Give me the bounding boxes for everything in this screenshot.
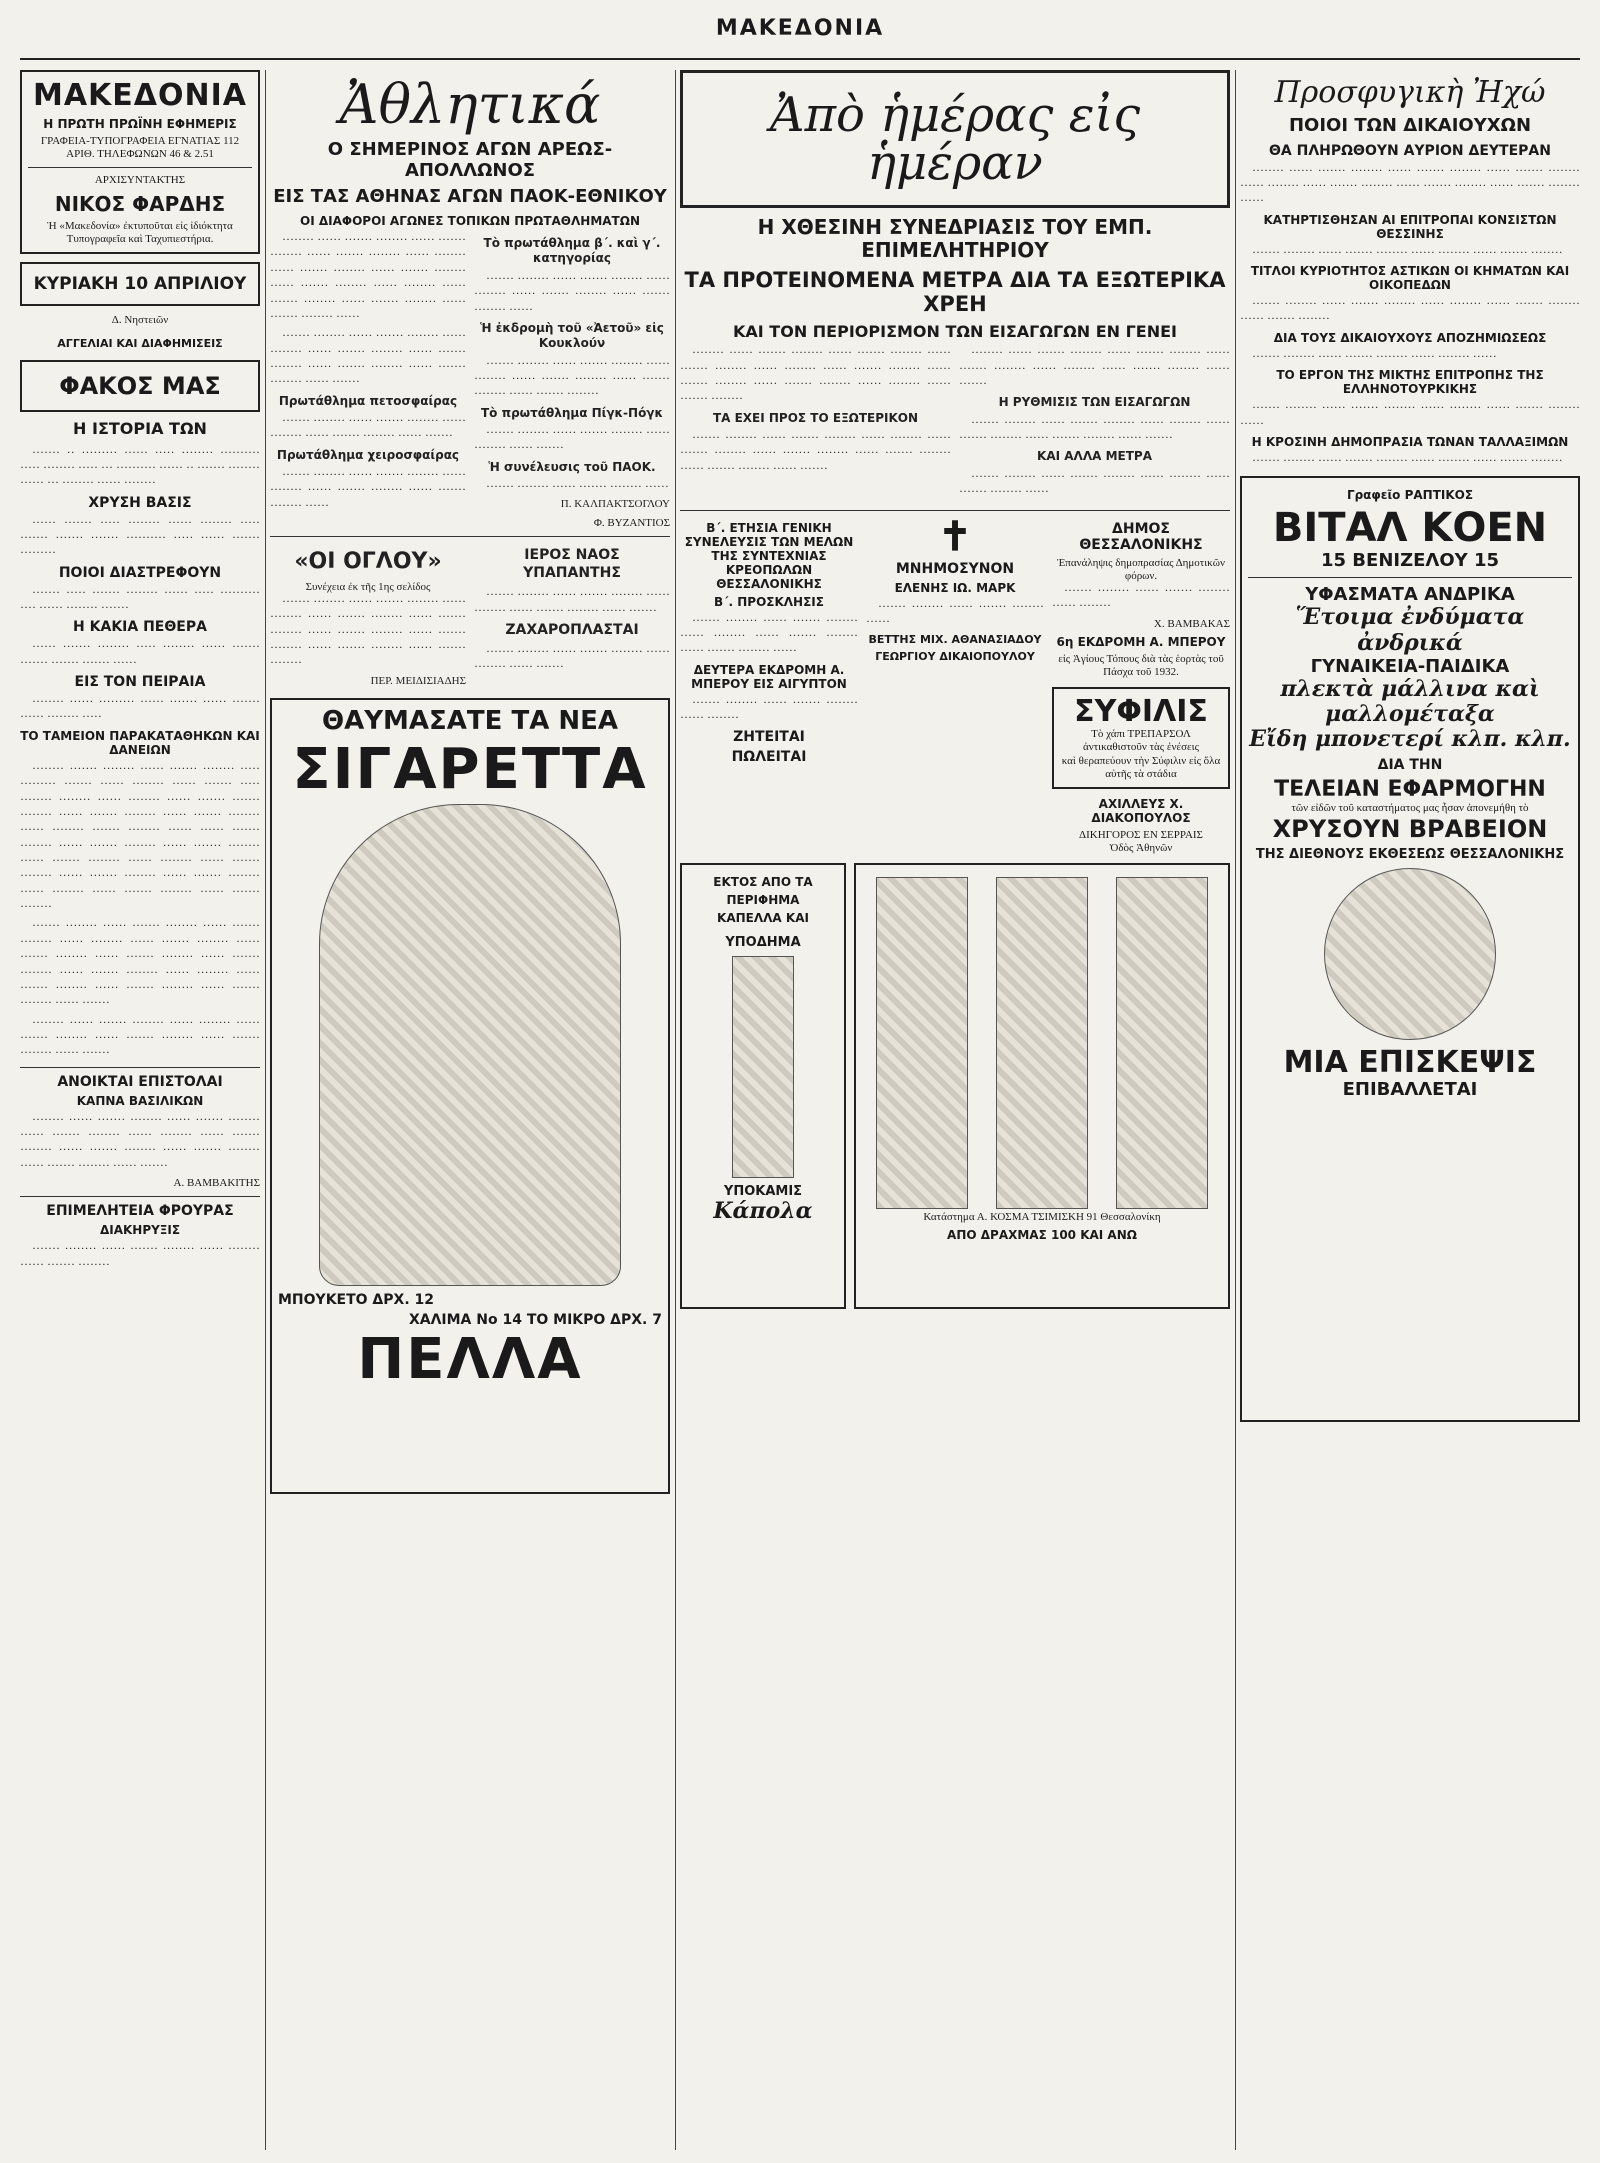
hat-brand: Κάπολα	[713, 1198, 813, 1225]
notices-middle	[866, 513, 1044, 856]
offices-line: ΓΡΑΦΕΙΑ-ΤΥΠΟΓΡΑΦΕΙΑ ΕΓΝΑΤΙΑΣ 112	[40, 135, 240, 147]
phones-line: ΑΡΙΘ. ΤΗΛΕΦΩΝΩΝ 46 & 2.51	[66, 148, 214, 161]
woman-figure-icon	[1116, 877, 1208, 1209]
center-headline-1: Η ΧΘΕΣΙΝΗ ΣΥΝΕΔΡΙΑΣΙΣ ΤΟΥ ΕΜΠ. ΕΠΙΜΕΛΗΤΗΡΙΟΥ	[757, 215, 1153, 262]
day-note: Δ. Νηστειῶν	[111, 313, 169, 326]
refugee-headline-1: ΠΟΙΟΙ ΤΩΝ ΔΙΚΑΙΟΥΧΩΝ	[1288, 115, 1532, 136]
hat-line-1: ΕΚΤΟΣ ΑΠΟ ΤΑ	[713, 875, 813, 890]
syphilis-ad	[1052, 687, 1230, 789]
divider	[1248, 577, 1572, 578]
sports-headline-3: ΟΙ ΔΙΑΦΟΡΟΙ ΑΓΩΝΕΣ ΤΟΠΙΚΩΝ ΠΡΩΤΑΘΛΗΜΑΤΩΝ	[300, 214, 640, 229]
refugee-headline-3: ΚΑΤΗΡΤΙΣΘΗΣΑΝ ΑΙ ΕΠΙΤΡΟΠΑΙ ΚΟΝΣΙΣΤΩΝ ΘΕΣΣΙΝΗΣ	[1263, 212, 1557, 241]
center-column	[680, 70, 1230, 2150]
center-subhead: Η ΡΥΘΜΙΣΙΣ ΤΩΝ ΕΙΣΑΓΩΓΩΝ	[998, 395, 1191, 410]
sports-subhead: Πρωτάθλημα πετοσφαίρας	[278, 393, 458, 408]
page-masthead	[0, 0, 1600, 60]
nameplate: ΜΑΚΕΔΟΝΙΑ	[32, 78, 248, 113]
assembly-title: Β΄. ΕΤΗΣΙΑ ΓΕΝΙΚΗ ΣΥΝΕΛΕΥΣΙΣ ΤΩΝ ΜΕΛΩΝ ΤΗΣ ΣΥΝΤΕΧΝΙΑΣ ΚΡΕΟΠΩΛΩΝ ΘΕΣΣΑΛΟΝΙΚΗΣ	[684, 520, 854, 591]
koen-line-5: Εἴδη μπονετερί κλπ. κλπ.	[1249, 726, 1571, 753]
church-title: ΙΕΡΟΣ ΝΑΟΣ ΥΠΑΠΑΝΤΗΣ	[523, 547, 621, 582]
koen-line-4: πλεκτὰ μάλλινα καὶ μαλλομέταξα	[1280, 675, 1540, 728]
divider	[20, 1067, 260, 1068]
nameplate-subtitle: Η ΠΡΩΤΗ ΠΡΩΪΝΗ ΕΦΗΜΕΡΙΣ	[43, 117, 237, 131]
cigarette-brand: ΠΕΛΛΑ	[357, 1326, 583, 1392]
story-subhead: ΠΟΙΟΙ ΔΙΑΣΤΡΕΦΟΥΝ	[58, 564, 222, 581]
story-body: ······ ······· ····· ········ ······ ········ ····· ······· ······· ······· ·········· ····· ······ ······· ·········	[20, 514, 260, 560]
syphilis-title: ΣΥΦΙΛΙΣ	[1074, 694, 1208, 730]
story-title: Η ΙΣΤΟΡΙΑ ΤΩΝ	[73, 419, 207, 439]
refugee-headline-6: ΤΟ ΕΡΓΟΝ ΤΗΣ ΜΙΚΤΗΣ ΕΠΙΤΡΟΠΗΣ ΤΗΣ ΕΛΛΗΝΟΤΟΥΡΚΙΚΗΣ	[1276, 368, 1544, 397]
letters-body: ········ ······ ······· ········ ······ ······· ········ ······ ······· ········ ······ ········ ······ ······· ········ ······ ······· ········ ······ ······· ········ ······ ······· ········ ······ ·······	[20, 1111, 260, 1172]
syphilis-line-2: ἀντικαθιστοῦν τὰς ἐνέσεις	[1083, 741, 1199, 754]
letters-signature: Α. ΒΑΜΒΑΚΙΤΗΣ	[173, 1177, 260, 1190]
koen-line-8: τῶν εἰδῶν τοῦ καταστήματος μας ἦσαν ἀπονεμήθη τὸ	[1291, 801, 1529, 814]
center-text-left: ········ ······ ······· ········ ······ ······· ········ ······ ······· ········ ······ ········ ······ ······· ········ ······ ······· ········ ······ ······· ········ ······ ········ ······ ······· ········ ΤΑ ΕΧΕΙ ΠΡΟΣ ΤΟ ΕΞΩΤΕΡΙΚΟΝ ······· ········ ······ ······· ········ ······ ········ ······ ······· ········ ······ ······· ········ ······ ······· ········ ······ ······· ········ ······ ·······	[680, 345, 951, 475]
ads-row	[680, 863, 1230, 1309]
doctor-address: Ὁδὸς Ἀθηνῶν	[1109, 842, 1173, 855]
issue-date: ΚΥΡΙΑΚΗ 10 ΑΠΡΙΛΙΟΥ	[33, 273, 247, 294]
center-headline-2: ΤΑ ΠΡΟΤΕΙΝΟΜΕΝΑ ΜΕΤΡΑ ΔΙΑ ΤΑ ΕΞΩΤΕΡΙΚΑ ΧΡΕΗ	[684, 268, 1226, 317]
refugee-headline-2: ΘΑ ΠΛΗΡΩΘΟΥΝ ΑΥΡΙΟΝ ΔΕΥΤΕΡΑΝ	[1269, 142, 1551, 159]
municipality-subtitle: Ἐπανάληψις δημοπρασίας Δημοτικῶν φόρων.	[1057, 556, 1225, 582]
center-subhead: ΚΑΙ ΑΛΛΑ ΜΕΤΡΑ	[1037, 449, 1152, 464]
cigarette-ad	[270, 698, 670, 1494]
date-box	[20, 262, 260, 306]
koen-line-7: ΤΕΛΕΙΑΝ ΕΦΑΡΜΟΓΗΝ	[1274, 776, 1546, 802]
cigarette-product: ΣΙΓΑΡΕΤΤΑ	[292, 736, 648, 802]
center-headline-3: ΚΑΙ ΤΟΝ ΠΕΡΙΟΡΙΣΜΟΝ ΤΩΝ ΕΙΣΑΓΩΓΩΝ ΕΝ ΓΕΝΕΙ	[733, 322, 1177, 342]
church-section: ΙΕΡΟΣ ΝΑΟΣ ΥΠΑΠΑΝΤΗΣ ······· ········ ······ ······· ········ ······ ········ ······ ······· ········ ······ ······· ΖΑΧΑΡΟΠΛΑΣΤΑΙ ······· ········ ······ ······· ········ ······ ········ ······ ·······	[474, 547, 670, 674]
woman-figure-icon	[996, 877, 1088, 1209]
excursion-body: ······· ········ ······ ······· ········ ······ ········	[680, 694, 858, 724]
refugee-headline-7: Η ΚΡΟΣΙΝΗ ΔΗΜΟΠΡΑΣΙΑ ΤΩΝΑΝ ΤΑΛΛΑΞΙΜΩΝ	[1251, 434, 1569, 449]
sports-subhead: Τὸ πρωτάθλημα β΄. καὶ γ΄. κατηγορίας	[483, 236, 661, 266]
divider	[20, 1196, 260, 1197]
center-banner	[680, 70, 1230, 208]
top-rule	[20, 58, 1580, 60]
ads-label: ΑΓΓΕΛΙΑΙ ΚΑΙ ΔΙΑΦΗΜΙΣΕΙΣ	[57, 337, 223, 351]
koen-line-6: ΔΙΑ ΤΗΝ	[1377, 756, 1443, 773]
guard-subtitle: ΔΙΑΚΗΡΥΞΙΣ	[99, 1223, 181, 1238]
story-body: ········ ······ ········· ······ ······· ······ ······· ······ ········ ·····	[20, 694, 260, 724]
sports-signature-2: Φ. ΒΥΖΑΝΤΙΟΣ	[593, 517, 670, 530]
woman-figure-icon	[876, 877, 968, 1209]
fashion-illustrations	[862, 871, 1222, 1211]
masthead-title: ΜΑΚΕΔΟΝΙΑ	[715, 16, 885, 41]
story-subhead: Η ΚΑΚΙΑ ΠΕΘΕΡΑ	[73, 619, 207, 636]
sports-subhead: Ἡ συνέλευσις τοῦ ΠΑΟΚ.	[488, 459, 656, 474]
hat-left-word: ΥΠΟΔΗΜΑ	[725, 935, 801, 951]
assembly-body: ······· ········ ······ ······· ········ ······ ········ ······ ······· ········ ······ ······· ········ ······	[680, 612, 858, 658]
koen-line-10: ΤΗΣ ΔΙΕΘΝΟΥΣ ΕΚΘΕΣΕΩΣ ΘΕΣΣΑΛΟΝΙΚΗΣ	[1255, 846, 1565, 862]
letters-title: ΑΝΟΙΚΤΑΙ ΕΠΙΣΤΟΛΑΙ	[57, 1073, 223, 1090]
refugee-body: ······· ········ ······ ······· ········ ······ ········ ······ ······· ········ ······ ······· ········	[1240, 296, 1580, 326]
notices-left	[680, 517, 858, 856]
refugee-body: ········ ······ ······· ········ ······ ······· ········ ······ ······· ········ ······ ········ ······ ······· ········ ······ ······· ········ ······ ······· ········ ······	[1240, 162, 1580, 208]
refugee-headline-5: ΔΙΑ ΤΟΥΣ ΔΙΚΑΙΟΥΧΟΥΣ ΑΠΟΖΗΜΙΩΣΕΩΣ	[1273, 330, 1547, 345]
divider	[270, 536, 670, 537]
story-body: ······ ······· ········ ····· ········ ······ ······· ······· ······· ······· ······	[20, 639, 260, 669]
cigarette-headline: ΘΑΥΜΑΣΑΤΕ ΤΑ ΝΕΑ	[321, 705, 619, 736]
editor-label: ΑΡΧΙΣΥΝΤΑΚΤΗΣ	[94, 174, 186, 187]
serial-title: «ΟΙ ΟΓΛΟΥ»	[294, 549, 442, 575]
wanted-label: ΖΗΤΕΙΤΑΙ	[733, 729, 805, 746]
koen-ad	[1240, 476, 1580, 1422]
refugee-headline-4: ΤΙΤΛΟΙ ΚΥΡΙΟΤΗΤΟΣ ΑΣΤΙΚΩΝ ΟΙ ΚΗΜΑΤΩΝ ΚΑΙ ΟΙΚΟΠΕΔΩΝ	[1250, 264, 1570, 293]
fashion-shop: Κατάστημα Α. ΚΟΣΜΑ ΤΣΙΜΙΣΚΗ 91 Θεσσαλονίκη	[923, 1211, 1161, 1224]
sale-label: ΠΩΛΕΙΤΑΙ	[731, 749, 807, 766]
sports-text-left: ········ ······ ······· ········ ······ ······· ········ ······ ······· ········ ······ ········ ······ ······· ········ ······ ······· ········ ······ ······· ········ ······ ········ ······ ······· ········ ······ ······· ········ ······ ······· ········ ······ ······· ········ ······ ······· ········ ······ ········ ······ ······· ········ ······ ······· ········ ······ ······· ········ ······ ······· ········ ······ ······· Πρωτάθλημα πετοσφαίρας ······· ········ ······ ······· ········ ······ ········ ······ ······· ········ ······ ······· Πρωτάθλημα χειροσφαίρας ······· ········ ······ ······· ········ ······ ········ ······ ······· ········ ······ ······· ········ ······	[270, 232, 466, 512]
hat-line-2: ΠΕΡΙΦΗΜΑ	[726, 893, 800, 908]
koen-header: Γραφεῖο ΡΑΠΤΙΚΟΣ	[1346, 488, 1474, 503]
sports-column	[270, 70, 670, 2150]
refugee-body: ······· ········ ······ ······· ········ ······ ········ ······ ······· ········	[1252, 452, 1563, 467]
serial-body: «ΟΙ ΟΓΛΟΥ» Συνέχεια ἐκ τῆς 1ης σελίδος ······· ········ ······ ······· ········ ······ ········ ······ ······· ········ ······ ······· ········ ······ ······· ········ ······ ······· ········ ······ ······· ········ ······ ······· ········ ΠΕΡ. ΜΕΙΔΙΣΙΑΔΗΣ	[270, 549, 466, 687]
refugee-body: ······· ········ ······ ······· ········ ······ ········ ······ ······· ········	[1252, 244, 1563, 259]
story-body: ········ ······· ········ ······ ······· ········ ····· ········· ······· ······ ········ ······ ······· ····· ········ ········ ······ ········ ······ ······· ······· ········ ······ ······· ········ ······ ······· ········ ······ ········ ······· ········ ······ ······ ······· ········ ······ ······· ········ ······ ······· ········ ······ ······· ········ ······ ········ ······ ······· ········ ······ ······· ········ ······ ······· ········ ······ ········ ······ ······· ········ ······ ······· ········ ······· ········ ······ ······· ········ ······ ······· ········ ······ ········ ······ ······· ········ ······ ······· ········ ······ ······· ········ ······ ······· ········ ······ ······· ········ ······ ········ ······ ······· ········ ······ ······· ········ ······ ······· ········ ······ ······· ········ ······ ······· ········ ······ ········ ······ ······· ········ ······ ······· ········ ······ ······· ········ ······ ·······	[20, 760, 260, 1060]
center-text-right: ········ ······ ······· ········ ······ ······· ········ ······ ······· ········ ······ ········ ······ ······· ········ ······ ······· Η ΡΥΘΜΙΣΙΣ ΤΩΝ ΕΙΣΑΓΩΓΩΝ ······· ········ ······ ······· ········ ······ ········ ······ ······· ········ ······ ······· ········ ······ ······· ΚΑΙ ΑΛΛΑ ΜΕΤΡΑ ······· ········ ······ ······· ········ ······ ········ ······ ······· ········ ······	[959, 345, 1230, 499]
sports-subhead: Ἡ ἐκδρομὴ τοῦ «Ἀετοῦ» εἰς Κουκλούν	[480, 320, 664, 351]
excursion2-title: 6η ΕΚΔΡΟΜΗ Α. ΜΠΕΡΟΥ	[1056, 634, 1226, 649]
koen-line-11: ΜΙΑ ΕΠΙΣΚΕΨΙΣ	[1283, 1044, 1537, 1080]
sports-body	[270, 232, 670, 517]
serial-section	[270, 543, 670, 687]
koen-brand: ΒΙΤΑΛ ΚΟΕΝ	[1272, 505, 1548, 552]
editor-name: ΝΙΚΟΣ ΦΑΡΔΗΣ	[54, 191, 226, 216]
column-divider	[265, 70, 266, 2150]
guard-title: ΕΠΙΜΕΛΗΤΕΙΑ ΦΡΟΥΡΑΣ	[46, 1203, 234, 1220]
shirt-illustration-icon	[732, 956, 794, 1178]
banner-title: Ἀπὸ ἡμέρας εἰς ἡμέραν	[769, 87, 1141, 191]
municipality-signature: Χ. ΒΑΜΒΑΚΑΣ	[1153, 617, 1230, 630]
memorial-name: ΒΕΤΤΗΣ ΜΙΧ. ΑΘΑΝΑΣΙΑΔΟΥ	[868, 633, 1042, 647]
cross-icon: ✝	[938, 513, 972, 559]
serial-subtitle: Συνέχεια ἐκ τῆς 1ης σελίδος	[305, 580, 431, 593]
print-note: Ἡ «Μακεδονία» ἐκτυποῦται εἰς ἰδιόκτητα Τυπογραφεῖα καὶ Ταχυπιεστήρια.	[47, 219, 233, 245]
municipality-body: ······· ········ ······ ······· ········ ······ ········	[1052, 582, 1230, 613]
column-divider	[675, 70, 676, 2150]
excursion-title: ΔΕΥΤΕΡΑ ΕΚΔΡΟΜΗ Α. ΜΠΕΡΟΥ ΕΙΣ ΑΙΓΥΠΤΟΝ	[691, 662, 847, 691]
sports-title: Ἀθλητικά	[339, 73, 601, 136]
hat-ad	[680, 863, 846, 1309]
koen-line-3: ΓΥΝΑΙΚΕΙΑ-ΠΑΙΔΙΚΑ	[1310, 655, 1510, 677]
nameplate-box	[20, 70, 260, 254]
sports-headline-1: Ο ΣΗΜΕΡΙΝΟΣ ΑΓΩΝ ΑΡΕΩΣ-ΑΠΟΛΛΩΝΟΣ	[327, 139, 613, 181]
smoker-illustration-icon	[319, 804, 621, 1286]
sports-subhead: Πρωτάθλημα χειροσφαίρας	[276, 447, 460, 462]
story-subhead: ΤΟ ΤΑΜΕΙΟΝ ΠΑΡΑΚΑΤΑΘΗΚΩΝ ΚΑΙ ΔΑΝΕΙΩΝ	[20, 728, 260, 757]
hat-right-word: ΥΠΟΚΑΜΙΣ	[723, 1184, 803, 1200]
memorial-body: ······· ········ ······ ······· ········ ······	[866, 598, 1044, 628]
notices-right	[1052, 517, 1230, 856]
memorial-name: ΓΕΩΡΓΙΟΥ ΔΙΚΑΙΟΠΟΥΛΟΥ	[875, 650, 1035, 664]
doctor-title: ΔΙΚΗΓΟΡΟΣ ΕΝ ΣΕΡΡΑΙΣ	[1079, 828, 1203, 841]
right-column	[1240, 70, 1580, 2150]
refugee-title: Προσφυγικὴ Ἠχώ	[1274, 75, 1546, 110]
story-subhead: ΕΙΣ ΤΟΝ ΠΕΙΡΑΙΑ	[74, 674, 206, 691]
column-divider	[1235, 70, 1236, 2150]
municipality-title: ΔΗΜΟΣ ΘΕΣΣΑΛΟΝΙΚΗΣ	[1079, 520, 1203, 553]
center-subhead: ΤΑ ΕΧΕΙ ΠΡΟΣ ΤΟ ΕΞΩΤΕΡΙΚΟΝ	[712, 410, 919, 425]
koen-line-12: ΕΠΙΒΑΛΛΕΤΑΙ	[1342, 1078, 1478, 1100]
divider	[680, 510, 1230, 511]
pack-price-1: ΜΠΟΥΚΕΤΟ ΔΡΧ. 12	[278, 1291, 434, 1308]
column-title-box	[20, 360, 260, 412]
excursion2-subtitle: εἰς Ἁγίους Τόπους διὰ τὰς ἑορτὰς τοῦ Πάσχα τοῦ 1932.	[1058, 652, 1224, 678]
sports-text-right: Τὸ πρωτάθλημα β΄. καὶ γ΄. κατηγορίας ······· ········ ······ ······· ········ ······ ········ ······ ······· ········ ······ ······· ········ ······ Ἡ ἐκδρομὴ τοῦ «Ἀετοῦ» εἰς Κουκλούν ······· ········ ······ ······· ········ ······ ········ ······ ······· ········ ······ ······· ········ ······ ······· ········ Τὸ πρωτάθλημα Πίγκ-Πόγκ ······· ········ ······ ······· ········ ······ ········ ······ ······· Ἡ συνέλευσις τοῦ ΠΑΟΚ. ······· ········ ······ ······· ········ ······ Π. ΚΑΛΠΑΚΤΣΟΓΛΟΥ	[474, 236, 670, 511]
hat-line-3: ΚΑΠΕΛΛΑ ΚΑΙ	[717, 911, 809, 926]
left-column	[20, 70, 260, 2150]
refugee-body: ······· ········ ······ ······· ········ ······ ········ ······	[1252, 348, 1497, 363]
story-body: ······· ····· ······· ········ ······ ····· ·········· ···· ······ ········ ·······	[20, 584, 260, 615]
memorial-name: ΕΛΕΝΗΣ ΙΩ. ΜΑΡΚ	[894, 580, 1016, 595]
koen-line-1: ΥΦΑΣΜΑΤΑ ΑΝΔΡΙΚΑ	[1305, 584, 1515, 606]
pastry-title: ΖΑΧΑΡΟΠΛΑΣΤΑΙ	[505, 621, 639, 638]
medal-icon	[1324, 868, 1496, 1040]
refugee-body: ······· ········ ······ ······· ········ ······ ········ ······ ······· ········ ······	[1240, 400, 1580, 430]
syphilis-line-1: Τὸ χάπι ΤΡΕΠΑΡΣΟΛ	[1091, 728, 1191, 741]
koen-address: 15 ΒΕΝΙΖΕΛΟΥ 15	[1320, 550, 1500, 572]
letters-subtitle: ΚΑΠΝΑ ΒΑΣΙΛΙΚΩΝ	[76, 1093, 204, 1108]
sports-headline-2: ΕΙΣ ΤΑΣ ΑΘΗΝΑΣ ΑΓΩΝ ΠΑΟΚ-ΕΘΝΙΚΟΥ	[273, 186, 667, 208]
memorial-title: ΜΝΗΜΟΣΥΝΟΝ	[895, 560, 1015, 577]
notices-area	[680, 513, 1230, 856]
story-body: ······· ·· ········· ······ ····· ········ ·········· ····· ········ ····· ··· ·········· ······ ·· ······· ········ ······ ··· ········ ······ ········	[20, 444, 260, 490]
assembly-subtitle: Β΄. ΠΡΟΣΚΛΗΣΙΣ	[714, 594, 824, 609]
guard-body: ······· ········ ······ ······· ········ ······ ········ ······ ······· ········	[20, 1241, 260, 1271]
column-title: ΦΑΚΟΣ ΜΑΣ	[59, 372, 221, 401]
fashion-prices: ΑΠΟ ΔΡΑΧΜΑΣ 100 ΚΑΙ ΑΝΩ	[947, 1228, 1137, 1243]
center-body	[680, 345, 1230, 503]
pack-price-2: ΧΑΛΙΜΑ Νο 14 ΤΟ ΜΙΚΡΟ ΔΡΧ. 7	[408, 1311, 662, 1328]
sports-subhead: Τὸ πρωτάθλημα Πίγκ-Πόγκ	[480, 405, 664, 420]
fashion-ad	[854, 863, 1230, 1309]
divider	[28, 167, 252, 168]
syphilis-line-3: καὶ θεραπεύουν τὴν Σύφιλιν εἰς ὅλα αὐτῆς τὰ στάδια	[1061, 754, 1221, 780]
sports-signature: Π. ΚΑΛΠΑΚΤΣΟΓΛΟΥ	[560, 498, 670, 511]
koen-line-9: ΧΡΥΣΟΥΝ ΒΡΑΒΕΙΟΝ	[1272, 814, 1548, 843]
serial-signature: ΠΕΡ. ΜΕΙΔΙΣΙΑΔΗΣ	[370, 674, 466, 687]
doctor-name: ΑΧΙΛΛΕΥΣ Χ. ΔΙΑΚΟΠΟΥΛΟΣ	[1091, 796, 1191, 825]
koen-line-2: Ἕτοιμα ἐνδύματα ἀνδρικά	[1295, 604, 1525, 656]
story-subhead: ΧΡΥΣΗ ΒΑΣΙΣ	[88, 494, 192, 511]
